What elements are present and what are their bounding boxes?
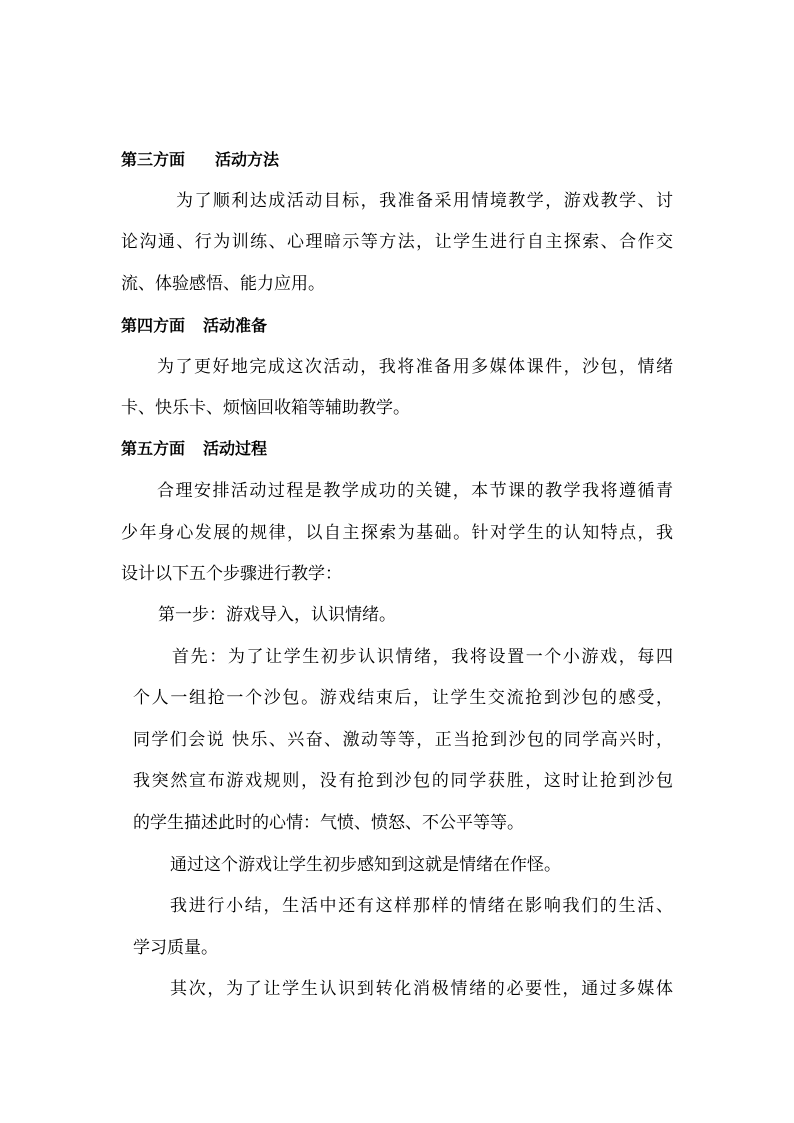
section-4-heading [121,315,267,337]
step-1-para-2: 通过这个游戏让学生初步感知到这就是情绪在作怪。 [170,855,561,875]
section-4-line-2: 卡、快乐卡、烦恼回收箱等辅助教学。 [121,398,410,418]
section-3-line-3: 流、体验感悟、能力应用。 [121,274,325,294]
section-5-line-1: 合理安排活动过程是教学成功的关键，本节课的教学我将遵循青 [157,481,673,501]
step-1-para-1-line-4: 我突然宣布游戏规则，没有抢到沙包的同学获胜，这时让抢到沙包 [133,771,673,791]
section-4-line-1: 为了更好地完成这次活动，我将准备用多媒体课件，沙包，情绪 [157,357,673,377]
section-5-line-3: 设计以下五个步骤进行教学： [121,564,342,584]
section-4-number: 第四方面 [121,316,186,335]
section-3-number: 第三方面 [121,150,186,169]
step-1-para-1-line-1: 首先：为了让学生初步认识情绪，我将设置一个小游戏，每四 [172,647,673,667]
step-1-para-3-line-1: 我进行小结，生活中还有这样那样的情绪在影响我们的生活、 [170,896,673,916]
section-5-heading [121,438,267,460]
step-1-para-1-line-5: 的学生描述此时的心情：气愤、愤怒、不公平等等。 [133,813,524,833]
step-1-para-4-line-1: 其次，为了让学生认识到转化消极情绪的必要性，通过多媒体 [170,979,673,999]
section-4-title: 活动准备 [203,316,268,335]
step-1-title: 第一步：游戏导入，认识情绪。 [158,605,396,625]
section-5-number: 第五方面 [121,439,186,458]
step-1-para-1-line-3: 同学们会说 快乐、兴奋、激动等等，正当抢到沙包的同学高兴时， [133,730,673,750]
step-1-para-3-line-2: 学习质量。 [133,938,218,958]
section-5-title: 活动过程 [203,439,268,458]
section-5-line-2: 少年身心发展的规律，以自主探索为基础。针对学生的认知特点，我 [121,523,673,543]
section-3-line-1: 为了顺利达成活动目标，我准备采用情境教学，游戏教学、讨 [176,191,673,211]
section-3-heading [121,149,279,171]
section-3-title: 活动方法 [215,150,280,169]
section-3-line-2: 论沟通、行为训练、心理暗示等方法，让学生进行自主探索、合作交 [121,232,673,252]
step-1-para-1-line-2: 个人一组抢一个沙包。游戏结束后，让学生交流抢到沙包的感受， [133,688,673,708]
